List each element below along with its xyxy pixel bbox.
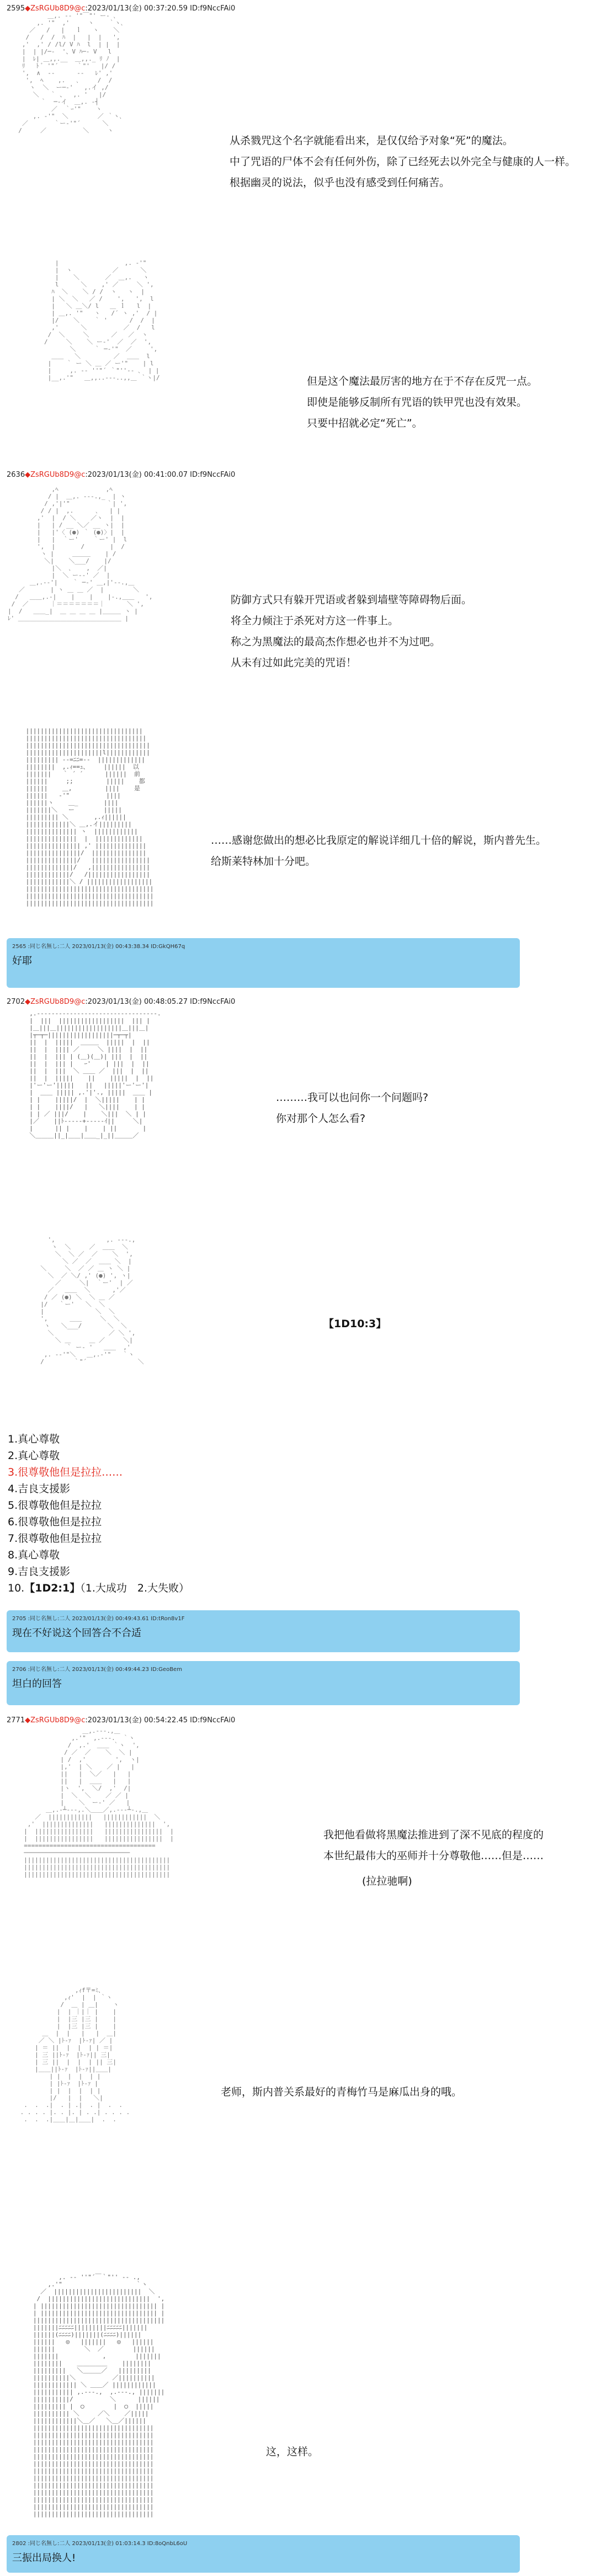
dialogue-line: 本世纪最伟大的巫师并十分尊敬他……但是…… bbox=[323, 1850, 544, 1862]
diamond-icon: ◆ bbox=[25, 998, 31, 1006]
post-time: :2023/01/13(金) 00:48:05.27 ID:f9NccFAi0 bbox=[85, 998, 236, 1006]
dialogue-line: 你对那个人怎么看? bbox=[276, 1113, 366, 1125]
dialogue-block bbox=[230, 130, 576, 193]
reply-text: 坦白的回答 bbox=[12, 1678, 62, 1690]
dialogue-block bbox=[211, 830, 546, 872]
choice-item: 4.吉良支援影 bbox=[8, 1483, 71, 1495]
dialogue-line: 但是这个魔法最厉害的地方在于不存在反咒一点。 bbox=[307, 375, 538, 387]
reply-meta: 2802 :同じ名無し:二人 2023/01/13(金) 01:03:14.3 ID:8oQnbL6oU bbox=[12, 2541, 188, 2547]
dice-result: 【1D10:3】 bbox=[323, 1318, 387, 1330]
poster-name[interactable]: ZsRGUb8D9@c bbox=[30, 1716, 86, 1725]
dialogue-line: 称之为黑魔法的最高杰作想必也并不为过吧。 bbox=[231, 636, 441, 648]
post-number: 2636 bbox=[7, 471, 25, 479]
dialogue-block bbox=[307, 371, 538, 434]
diamond-icon: ◆ bbox=[25, 471, 31, 479]
post-header bbox=[7, 2, 235, 13]
choice-list bbox=[8, 1431, 189, 1596]
dialogue-line: ……感谢您做出的想必比我原定的解说详细几十倍的解说，斯内普先生。 bbox=[211, 834, 547, 847]
choice-item: 8.真心尊敬 bbox=[8, 1549, 60, 1561]
reply-meta: 2705 :同じ名無し:二人 2023/01/13(金) 00:49:43.61 ID:tRon8v1F bbox=[12, 1616, 185, 1622]
dialogue-line: 我把他看做将黑魔法推进到了深不见底的程度的 bbox=[323, 1829, 544, 1841]
post-number: 2771 bbox=[7, 1716, 25, 1725]
diamond-icon: ◆ bbox=[25, 4, 31, 13]
poster-name[interactable]: ZsRGUb8D9@c bbox=[30, 471, 86, 479]
ascii-art-figure: ＿,.-‐-.,＿ ,.'" ,.-‐-. ｀ヽ / ,.' ＿＿ ｀ヽ ', / ／ ／ ＼ ＼ | | / ,' ', ヽ| |,' | ＼ ／ | | || | ＼／ | | || | ＿＿ | | |ヽ ', ＼/ ,' /| | ＼ ＼ ／ ／ | | ＼ ー‐' ／ | ＿,.-┴---,.＼＿＿／,.---┴-.,＿ ／ |||||||||||| |||||||||||| ＼ ,' |||||||||||||| |||||||||||||| ', | |||||||||||||||| |||||||||||||||| | | |||||||||||||||| |||||||||||||||| | ==================================== ───────────────────────────── |||||||||||||||||||||||||||||||||||||||| |||||||||||||||||||||||||||||||||||||||| |||||||||||||||||||||||||||||||||||||||| bbox=[24, 1727, 174, 1878]
ascii-art-figure: | ,. -'" | ヽ ／ ＼ | ＼ ／ ＿,. ヽ l ＼ ,' ／ ＼ ', ﾊ ＼ ＼ / / ヽ ヽ | | ＼ ＼ ／ / ', ', l | ＼ ＿＼/ l ＿ ｌ l | | ＿,. '" ヽ /´ ヽ ,' / | |/ ＼ ｀ ' / / | ,' ＼ ／ / l / ＼ ＼ ／ ／ ヽ / ＼ ＼ ー‐' ／ ／ ', ＼ ｀ ─‐'" ／ ', ＿＿ ＼ ／ ＿＿ l | ｀ ー ＼ ＿ ／ ー'" | l | ,. -‐ ''"´ ｀"''‐- ､ | | |__,.'" ＿,,..-‐-..,,＿ ｀ヽ|/ bbox=[44, 259, 160, 381]
post-time: :2023/01/13(金) 00:41:00.07 ID:f9NccFAi0 bbox=[85, 471, 236, 479]
reply-text: 好耶 bbox=[12, 955, 32, 967]
post-number: 2702 bbox=[7, 998, 25, 1006]
dialogue-block bbox=[323, 1824, 544, 1866]
choice-item: 6.很尊敬他但是拉拉 bbox=[8, 1516, 102, 1528]
ascii-art-figure: ', ,. -‐-., ヽ ＼ ／ ＿＿ ＼ ＼ ＼ ／ ／ ＼ ', ＼ ／ ／ ＿＿ ＼ | ＼ ＼ ／ ／ ＿ ヽ ＼ | ＼ ／ ＼/ ,' (●) ', ヽ| ／ ＼| ｀ー' | ／ ／ ＿＿ ＼ ,'／ / ／ (●) ＼ ＼ ＿ ／ |/ ｀ー' ＼ ＼ | ＼ ＼ ', ＿＿ ＼ ＼ ヽ ＼___/ ＼ ＼ ＼ ／ ＼ ', ＼ ＿ ＿ ／ ＼| ｀ ー‐ ' ＿＿ ,' ,. -‐'"＼ ＿,.-'" ｀ヽ / ｀"´ ＼ bbox=[40, 1236, 144, 1365]
dialogue-line: 将全力倾注于杀死对方这一件事上。 bbox=[231, 615, 399, 627]
ascii-art-figure: ＿,. -‐ '"￣"' ー- ､ ,. '" ,' ヽ ｀ヽ､ ／ / | ｌ ヽ ＼ / / / ﾊ | | | ', ,' ,' / /l/ V ﾊ l | | | | | |/─- '、V ﾊ─- V l | ﾚ| ＿,,.__ ＿,,._ ﾘ ﾉ | ﾘ ﾄ ﾞ '"´ ｀"' |/ / ', ∧ ‐- -‐ ﾚ' ,' ', ﾍ ,. ､ / / ヽ ＼ ー─‐' ,.イ ,/ ＼ ｀ 、 ,. ' |/ ｀ ─‐イ ＿,. -┤ ／ ｀ｰ'" ヽ ,. -'" ＼ ／ ｀ヽ､ ／ ｀ー‐'"´ ＼ / ／ ＼ ヽ bbox=[18, 12, 124, 134]
dialogue-line: 只要中招就必定“死亡”。 bbox=[307, 417, 423, 429]
post-header bbox=[7, 469, 235, 479]
post-time: :2023/01/13(金) 00:37:20.59 ID:f9NccFAi0 bbox=[85, 4, 236, 13]
choice-item-10: 10.【1D2:1】（1.大成功 2.大失败） bbox=[8, 1582, 190, 1594]
reply-box bbox=[7, 2535, 520, 2573]
post-header bbox=[7, 996, 235, 1006]
post-number: 2595 bbox=[7, 4, 25, 13]
dialogue-block bbox=[231, 589, 472, 673]
choice-item: 7.很尊敬他但是拉拉 bbox=[8, 1532, 102, 1545]
choice-item: 9.吉良支援影 bbox=[8, 1566, 71, 1578]
dialogue-line: 根据幽灵的说法，似乎也没有感受到任何痛苦。 bbox=[230, 177, 450, 189]
dialogue-line: 防御方式只有躲开咒语或者躲到墙壁等障碍物后面。 bbox=[231, 594, 472, 606]
reply-meta: 2565 :同じ名無し:二人 2023/01/13(金) 00:43:38.34 ID:GkQH67q bbox=[12, 944, 185, 950]
reply-box bbox=[7, 1661, 520, 1705]
dialogue-line: 从未有过如此完美的咒语！ bbox=[231, 657, 357, 669]
choice-item: 5.很尊敬他但是拉拉 bbox=[8, 1499, 102, 1511]
choice-item: 1.真心尊敬 bbox=[8, 1433, 60, 1445]
reply-meta: 2706 :同じ名無し:二人 2023/01/13(金) 00:49:44.23 ID:GeoBem bbox=[12, 1667, 182, 1673]
dialogue-line: 这，这样。 bbox=[266, 2446, 319, 2458]
ascii-art-figure: ,ｨf〒=ﾐ、 ,ｨ' | | ｀ヽ / ＿ | ＿| ヽ | | ｜|｜ | | | |三 |三 | | | |三 |三 | | ＿ | | | | ＿| ／ ＼ |ﾄ-ｧ |ﾄ-ｧ| ／ | | ＝ || | | | | ＝| | 三 ||ﾄ-ｧ |ﾄ-ｧ|| 三| | 三 || | | | || 三| |＿＿||ﾄ-ｧ |ﾄ-ｧ||＿＿| | | | | | | | |ﾄ-ｧ |ﾄ-ｧ | | | | | | | |/ | | ＼| . . .| . | .| . | . . . . . . |. . |. | . .| . . . . . . .|＿＿|＿|＿＿| . . bbox=[20, 1987, 130, 2123]
poster-name[interactable]: ZsRGUb8D9@c bbox=[30, 998, 86, 1006]
dialogue-line: 从杀戮咒这个名字就能看出来，是仅仅给予对象“死”的魔法。 bbox=[230, 135, 513, 147]
dialogue-line: 中了咒语的尸体不会有任何外伤，除了已经死去以外完全与健康的人一样。 bbox=[230, 156, 576, 168]
ascii-art-figure: ,ﾍ ,ﾍ / | ＿,. -‐-.,_ | ヽ / ,'|'" ｀| ', / / | ,. ､ | | ,' | / ＼ ／ヽ | | | | / __ ＼／ __ ヽ| | | |'〈 (●) ｀ (●)〉| | | | ｀ー' ｀ー' | l ', | / | / ヽ | ＿＿＿ | / ＼| ＼___/ |/ |＼ ､ , ／| | ＼ ー‐‐' ／ | ＿,.-‐'| ｀ ─‐' ＿,|'‐-.,＿ ／ | ヽ ＿ ＿ ／ | ＼ / ＿＿,.-| | | |-.,＿＿ ', / ／ ｜＝＝＝＝＝＝＝｜ ＼ ', | / ＿＿_| ＿ ＿ ＿ ＿ |＿＿＿ ヽ | ﾚ' ＿＿＿＿＿＿＿＿＿＿＿＿＿＿＿＿＿ | bbox=[8, 486, 153, 622]
sound-effect: (拉拉驰啊) bbox=[362, 1875, 412, 1887]
post-header bbox=[7, 1714, 235, 1725]
ascii-art-figure: ,.---------------------------------. | ||| |||||||||||||||||| ||| | |＿|||＿||||||||||||||||||＿|||＿| |┬─┬─||||||||||||||||||─┬─┬| || | ||||| ＿＿＿ ||||| | || || | |||| ／ ＼ |||| | || || | ||| | (＿)(＿)| ||| | || || | ||| | ｰ' | ||| | || || | ||| ＼ ＿＿ ／ ||| | || || | ||||| || ||||| | || |'ー'ー'||||| || |||||'ー'ー'| | ＿＿ ||||| ,.'|'., ||||| ＿＿ | | | |||||/ | ＼||||| | | | | ||||/ | ＼|||| | | | | ／ |||/ | ＼||| ＼ | | |／ ||ﾄ-----+-----ｲ|| ＼| | || | | | || | ＼＿＿＿||_|＿＿|＿＿_|_||＿＿＿／ bbox=[29, 1010, 161, 1139]
diamond-icon: ◆ bbox=[25, 1716, 31, 1725]
poster-name[interactable]: ZsRGUb8D9@c bbox=[30, 4, 86, 13]
dialogue-block bbox=[276, 1087, 428, 1129]
dialogue-line: 给斯莱特林加十分吧。 bbox=[211, 855, 316, 867]
reply-text: 现在不好说这个回答合不合适 bbox=[12, 1627, 141, 1639]
dialogue-line: 老师，斯内普关系最好的青梅竹马是麻瓜出身的哦。 bbox=[221, 2086, 462, 2098]
reply-text: 三振出局换人! bbox=[12, 2552, 76, 2564]
ascii-art-figure: ,. -‐ ''"´￣｀"'' ‐- ., ,.'" ｀ヽ ／ |||||||||||||||||||||||| ＼ / |||||||||||||||||||||||||||| ', | |||||||||||||||||||||||||||||||| | | |||||||||||||||||||||||||||||||| | |||||||||||||||||||||||||||||||||||| |||||||ﾆﾆﾆﾆﾆ|||||||||ﾆﾆﾆﾆﾆ||||||| ||||||(ﾆﾆﾆﾆ)|||||||(ﾆﾆﾆﾆ)|||||| |||||| ◎ ||||||| ◎ |||||| |||||| ＼ ／ |||||| ||||||| , ||||||| |||||||| ＿＿＿＿＿ |||||||| ||||||||| ＼＿＿＿／ ||||||||| ||||||||||＼ ／|||||||||| |||||||||||| ＼ ＿＿／ |||||||||||| ||||||||||| ,.-‐-., ,.-‐-., ||||||| ||||||||||/ ＼ |||||| ||||||||| | ◯ | ◯ ||||| |||||||||| ＼ ／＼ ／||||| ||||||||||||＼＿／ ＼＿／|||||| ||||||||||||||||||||||||||||||||| ||||||||||||||||||||||||||||||||| ||||||||||||||||||||||||||||||||| ||||||||||||||||||||||||||||||||| ||||||||||||||||||||||||||||||||| ||||||||||||||||||||||||||||||||| ||||||||||||||||||||||||||||||||| ||||||||||||||||||||||||||||||||| ||||||||||||||||||||||||||||||||| ||||||||||||||||||||||||||||||||| ||||||||||||||||||||||||||||||||| ||||||||||||||||||||||||||||||||| ||||||||||||||||||||||||||||||||| bbox=[33, 2274, 165, 2518]
post-time: :2023/01/13(金) 00:54:22.45 ID:f9NccFAi0 bbox=[85, 1716, 236, 1725]
choice-item: 2.真心尊敬 bbox=[8, 1450, 60, 1462]
dialogue-line: ………我可以也问你一个问题吗? bbox=[276, 1092, 429, 1104]
reply-box bbox=[7, 1610, 520, 1652]
choice-item-selected: 3.很尊敬他但是拉拉…… bbox=[8, 1466, 123, 1478]
ascii-art-figure: |||||||||||||||||||||||||||||||| ||||||||||||||||||||||||||||||||| |||||||||||||||||||||||||||||||||| |||||||||||||||||||||l|||||||||||| ||||||||| -‐=ﾆﾆ=‐- ||||||||||||| |||||||| ,.ｨ==ｭ、 |||||| 以 ||||||| ｀ ´ ´ |||||| 前 |||||| ;; ||||| 都 |||||| ＿, |||| 是 |||||| ‐'" |||| ||||||ヽ ＿_ |||| |||||||＼ ー ||||| ||||||||| ＼ ,.ｨ|||||| ||||||||||||＼ ＿,.イ||||||||| |||||||||||||| ヽ |||||||||||| |||||||||||||| | ||||||||||||| ||||||||||||||| ,' |||||||||||||| |||||||||||||||/ ||||||||||||||| ||||||||||||||/ |||||||||||||||| |||||||||||||/ ,|||||||||||||||| ||||||||||||/ /||||||||||||||||| ||||||||||||＼ / |||||||||||||||||| ||||||||||||||||||||||||||||||||||| ||||||||||||||||||||||||||||||||||| ||||||||||||||||||||||||||||||||||| bbox=[25, 727, 154, 907]
reply-box bbox=[7, 938, 520, 988]
dialogue-line: 即使是能够反制所有咒语的铁甲咒也没有效果。 bbox=[307, 396, 528, 408]
